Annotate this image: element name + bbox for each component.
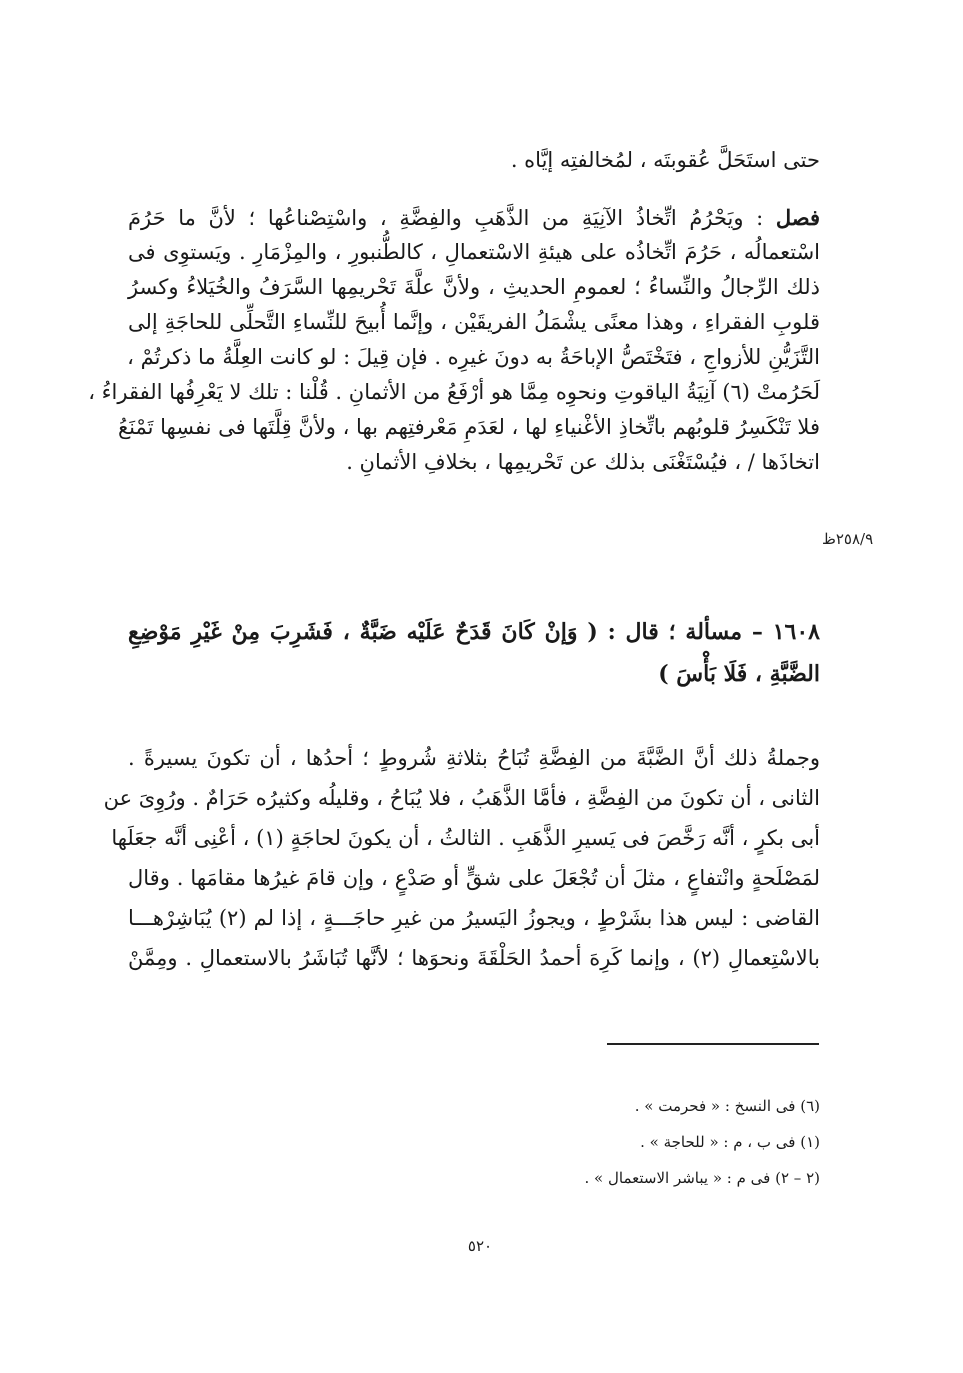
footnote-6: (٦) فى النسخ : « فحرمت » . (634, 1097, 820, 1115)
fasl-line-5: التَّزَيُّنِ للأزواجِ ، فتَخْتَصُّ الإباحَةُ به دونَ غيرِه . فإن قِيلَ : لو كانت العِلَّةُ ما ذكرتُمْ ، (127, 345, 820, 369)
fasl-line-3: ذلك الرِّجالُ والنِّساءُ ؛ لعمومِ الحديثِ ، ولأنَّ علَّةَ تَحْريمِها السَّرَفُ والخُيَلاءُ وكسرُ (128, 275, 820, 299)
fasl-line-2: اسْتعمالُه ، حَرُمَ اتِّخاذُه على هيئةِ الاسْتعمالِ ، كالطُّنبورِ ، والمِزْمَارِ . ويَستوِى فى (128, 240, 820, 264)
footnotes (400, 1088, 820, 1196)
issue-line-2: الضَّبَّةِ ، فَلَا بَأْسَ ) (658, 661, 820, 687)
fasl-line-8: اتخاذَها / ، فيُسْتَغْنَى بذلك عن تَحْريمِها ، بخلافِ الأثمانِ . (346, 450, 820, 474)
fasl-paragraph (88, 200, 820, 480)
fasl-line-7: فلا تَنْكَسِرُ قلوبُهم باتِّخاذِ الأغْنياءِ لها ، لعَدَمِ مَعْرفتِهم بها ، ولأنَّ قِلَّتَها فى نفسِها تَمْنَعُ (117, 415, 820, 439)
fasl-line-6: لَحَرُمتْ (٦) آنِيَةُ الياقوتِ ونحوِه مِمَّا هو أرْفَعُ من الأثمانِ . قُلْنا : تلك لا يَعْرِفُها الفقراءُ ، (88, 380, 820, 404)
page-number: ٥٢٠ (467, 1237, 493, 1255)
body-line-5: القاضى : ليس هذا بشَرْطٍ ، ويجوزُ اليَسيرُ من غيرِ حاجَـــةٍ ، إذا لم (٢) يُبَاشِرْهـــا (128, 906, 821, 930)
body-line-4: لمَصْلَحةٍ وانْتفاعٍ ، مثلَ أن تُجْعَلَ على شقٍّ أو صَدْعٍ ، وإن قامَ غيرُها مقامَها . وقال (128, 866, 820, 890)
body-paragraph (103, 738, 821, 978)
fasl-line-4: قلوبِ الفقراءِ ، وهذا معنًى يشْمَلُ الفريقَيْن ، وإنَّما أُبيحَ للنِّساءِ التَّحلِّى للحاجَةِ إلى (128, 310, 820, 334)
fasl-line-1-text: : ويَحْرُمُ اتِّخاذُ الآنِيَةِ من الذَّهَبِ والفِضَّةِ ، واسْتِصْناعُها ؛ لأنَّ ما حَرُمَ (128, 206, 764, 230)
margin-reference: ٢٥٨/٩ظ (822, 530, 874, 548)
body-line-2: الثانى ، أن تكونَ من الفِضَّةِ ، فأمَّا الذَّهَبُ ، فلا يُبَاحُ ، وقليلُه وكثيرُه حَرَامٌ . ورُوِىَ عن (103, 786, 820, 810)
fasl-line-1 (128, 200, 820, 235)
fasl-label: فصل (775, 205, 820, 230)
footnote-1: (١) فى ب ، م : « للحاجة » . (640, 1133, 820, 1151)
issue-heading (128, 611, 820, 695)
intro-line: حتى استَحَلَّ عُقوبتَه ، لمُخالفتِه إيَّاه . (510, 148, 820, 172)
body-line-6: بالاسْتِعمالِ (٢) ، وإنما كَرِهَ أحمدُ الحَلْقَةَ ونحوَها ؛ لأنَّها تُبَاشَرُ بالاستعمالِ . ومِمَّنْ (128, 946, 820, 970)
body-line-3: أبى بكرٍ ، أنَّه رَخَّصَ فى يَسيرِ الذَّهَبِ . الثالثُ ، أن يكونَ لحاجَةٍ (١) ، أعْنِى أنَّه جعَلَها (111, 826, 820, 850)
footnote-2: (٢ – ٢) فى م : « يباشر الاستعمال » . (584, 1169, 820, 1187)
body-line-1: وجملةُ ذلك أنَّ الضَّبَّةَ من الفِضَّةِ تُبَاحُ بثلاثةِ شُروطٍ ؛ أحدُها ، أن تكونَ يسيرةً . (128, 746, 820, 770)
footnote-divider (607, 1043, 819, 1045)
issue-line-1: ١٦٠٨ – مسألة ؛ قال : ( وَإنْ كَانَ قَدَحٌ عَلَيْه ضَبَّةٌ ، فَشَرِبَ مِنْ غَيْرِ مَوْضِعِ (128, 619, 820, 645)
intro-paragraph (128, 147, 820, 174)
